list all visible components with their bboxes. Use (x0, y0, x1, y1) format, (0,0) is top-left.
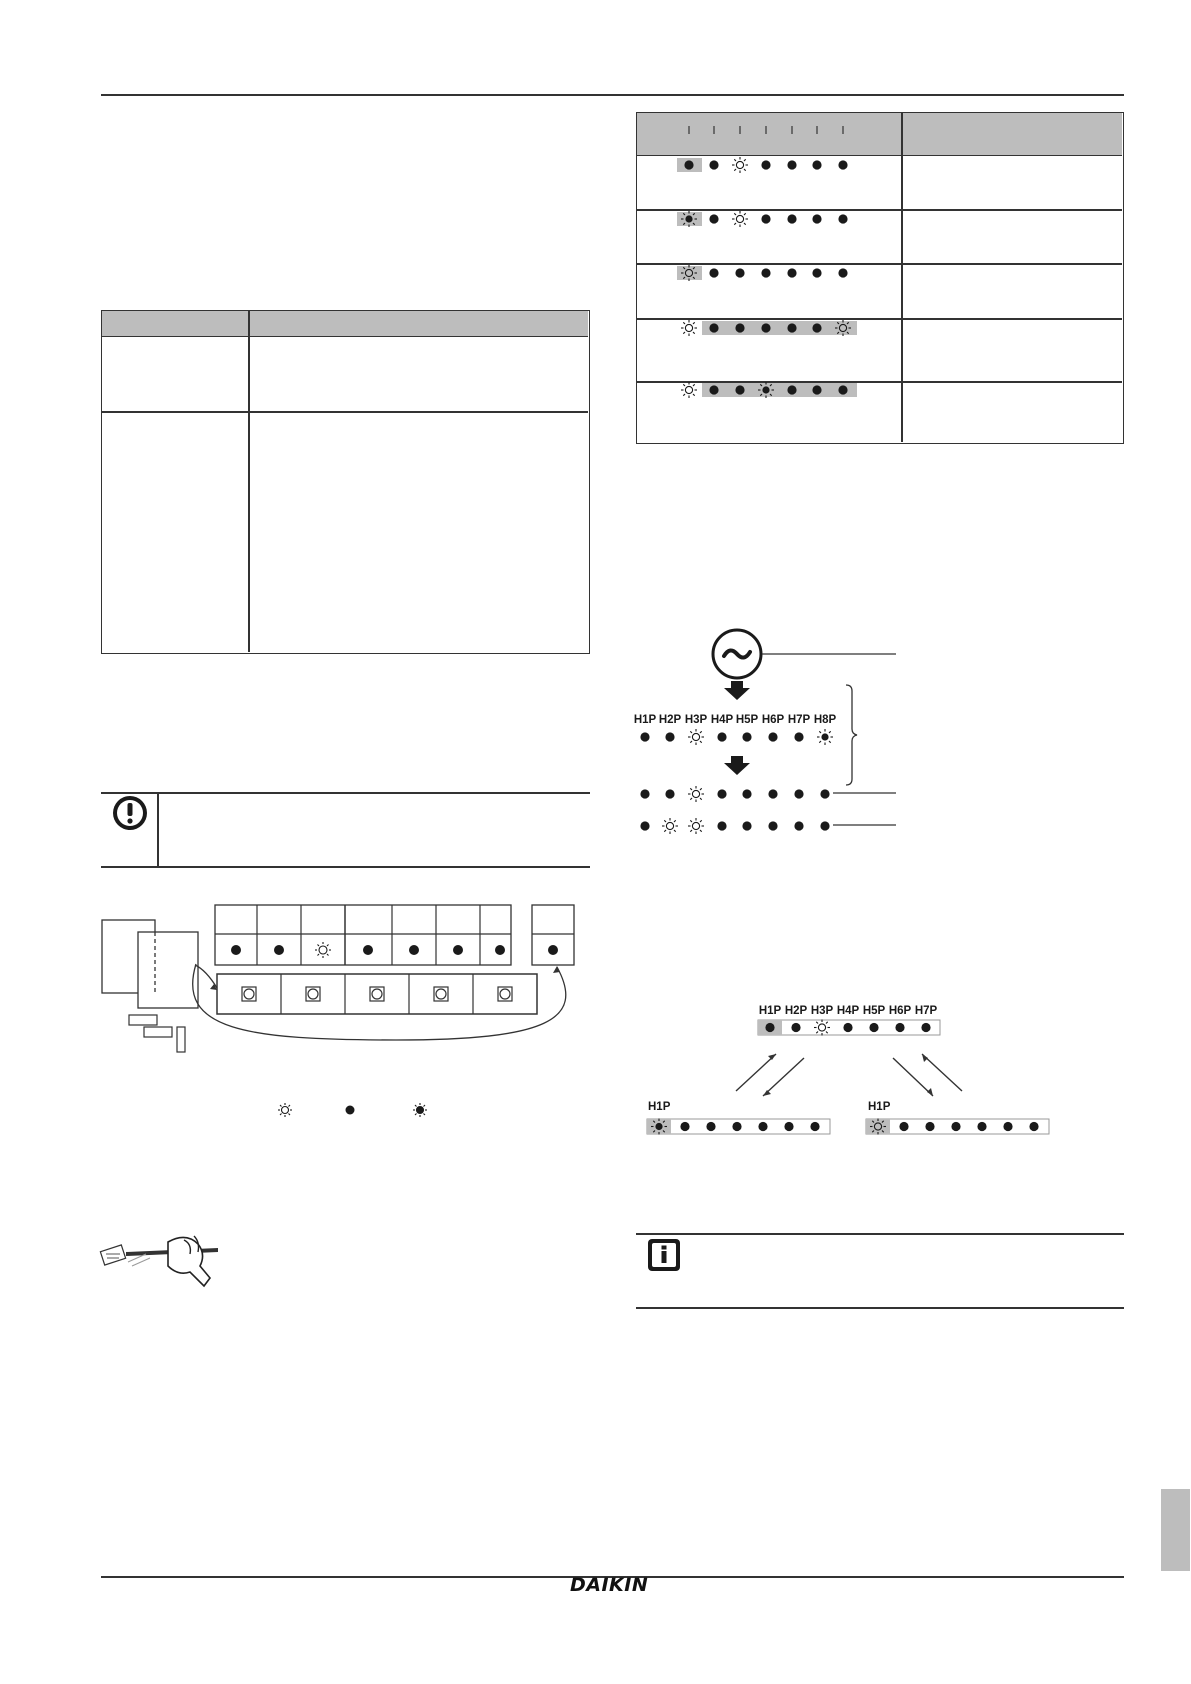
led-status-patterns (636, 112, 901, 444)
led-label-h7p: H7P (787, 714, 811, 726)
caution-icon (112, 794, 148, 832)
mode-led-label-h4p: H4P (836, 1005, 860, 1017)
mode-led-label-h5p: H5P (862, 1005, 886, 1017)
info-icon (646, 1237, 682, 1273)
header-rule (101, 94, 1124, 96)
led-label-h6p: H6P (761, 714, 785, 726)
mode-led-label-h6p: H6P (888, 1005, 912, 1017)
led-label-h4p: H4P (710, 714, 734, 726)
caution-top-rule (101, 792, 590, 794)
chapter-tab (1161, 1489, 1190, 1571)
caution-bottom-rule (101, 866, 590, 868)
mode-led-label-h3p: H3P (810, 1005, 834, 1017)
settings-table (101, 310, 590, 654)
led-legend (270, 1100, 430, 1120)
pcb-led-button-diagram (96, 900, 590, 1060)
led-label-h2p: H2P (658, 714, 682, 726)
led-table-col-divider (901, 113, 903, 442)
table-header (102, 311, 588, 337)
mode-left-label: H1P (648, 1101, 671, 1113)
mode-led-label-h1p: H1P (758, 1005, 782, 1017)
led-label-h5p: H5P (735, 714, 759, 726)
led-label-h8p: H8P (813, 714, 837, 726)
table-row-divider (102, 411, 588, 413)
power-on-sequence-diagram (628, 625, 908, 840)
info-bottom-rule (636, 1307, 1124, 1309)
caution-divider (157, 792, 159, 867)
mode-right-label: H1P (868, 1101, 891, 1113)
mode-led-label-h2p: H2P (784, 1005, 808, 1017)
led-label-h1p: H1P (633, 714, 657, 726)
hand-pen-illustration (98, 1222, 228, 1294)
table-col-divider (248, 311, 250, 652)
daikin-logo: DAIKIN (570, 1574, 649, 1596)
mode-led-label-h7p: H7P (914, 1005, 938, 1017)
led-label-h3p: H3P (684, 714, 708, 726)
info-top-rule (636, 1233, 1124, 1235)
mode-switch-diagram (640, 1000, 1060, 1140)
